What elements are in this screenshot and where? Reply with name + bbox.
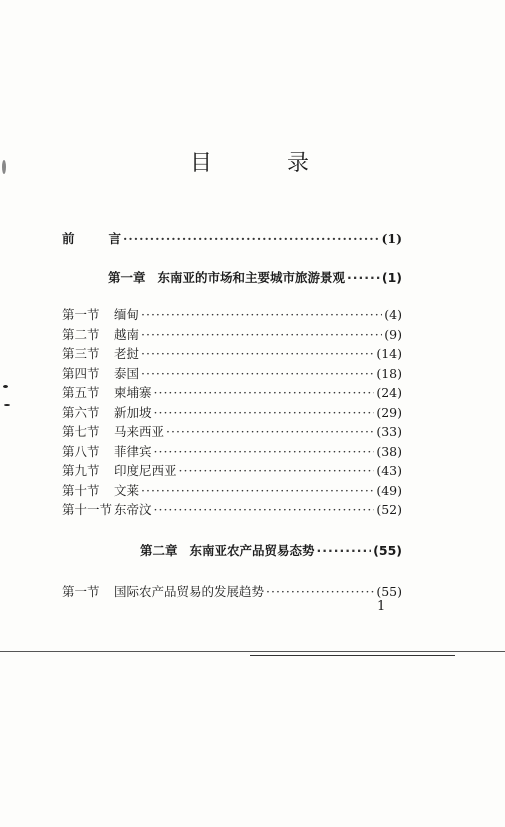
section-number: 第六节 xyxy=(62,404,100,420)
chapter-page: (55) xyxy=(373,543,402,558)
leader-dots xyxy=(141,307,382,322)
section-title: 缅甸 xyxy=(114,307,140,322)
section-title: 泰国 xyxy=(114,365,140,381)
leader-dots xyxy=(154,502,375,517)
preface-label-a: 前 xyxy=(62,231,75,246)
leader-dots xyxy=(141,483,374,498)
section-page: (52) xyxy=(376,502,402,517)
section-page: (24) xyxy=(376,385,402,400)
section-page: (49) xyxy=(376,482,402,498)
chapter-page: (1) xyxy=(381,270,402,285)
leader-dots xyxy=(166,424,374,439)
chapter-number: 第二章 xyxy=(140,543,178,558)
section-number: 第九节 xyxy=(62,463,100,478)
preface-page: (1) xyxy=(381,231,402,246)
scan-edge-line xyxy=(250,655,455,656)
leader-dots xyxy=(123,231,379,246)
section-title: 印度尼西亚 xyxy=(114,463,177,478)
leader-dots xyxy=(347,270,380,285)
section-page: (9) xyxy=(384,326,402,342)
toc-section[interactable] xyxy=(62,364,402,382)
page-title: 目 录 xyxy=(190,151,343,176)
toc-chapter-2[interactable] xyxy=(140,541,402,559)
section-page: (43) xyxy=(376,463,402,478)
section-number: 第三节 xyxy=(62,346,100,361)
scan-artifact xyxy=(4,404,10,406)
toc-section[interactable] xyxy=(62,305,402,323)
toc-preface[interactable] xyxy=(62,229,402,247)
section-title: 国际农产品贸易的发展趋势 xyxy=(114,584,265,599)
toc-section[interactable] xyxy=(62,500,402,518)
section-page: (33) xyxy=(376,424,402,439)
toc-section[interactable] xyxy=(62,422,402,440)
section-number: 第十一节 xyxy=(62,502,113,517)
section-title: 越南 xyxy=(114,326,140,342)
section-title: 马来西亚 xyxy=(114,424,165,439)
section-title: 东帝汶 xyxy=(114,502,152,517)
leader-dots xyxy=(141,366,374,381)
scan-artifact xyxy=(3,385,8,388)
section-number: 第八节 xyxy=(62,443,100,459)
toc-chapter-1[interactable] xyxy=(108,268,402,286)
chapter-title: 东南亚的市场和主要城市旅游景观 xyxy=(157,270,346,285)
leader-dots xyxy=(154,405,375,420)
toc-section[interactable] xyxy=(62,582,402,600)
section-title: 新加坡 xyxy=(114,404,152,420)
page-number: 1 xyxy=(377,599,386,614)
toc-section[interactable] xyxy=(62,481,402,499)
section-number: 第五节 xyxy=(62,385,100,400)
section-page: (29) xyxy=(376,404,402,420)
section-number: 第十节 xyxy=(62,482,100,498)
section-number: 第二节 xyxy=(62,326,100,342)
section-title: 柬埔寨 xyxy=(114,385,152,400)
section-number: 第一节 xyxy=(62,307,100,322)
leader-dots xyxy=(154,444,375,459)
leader-dots xyxy=(154,385,375,400)
scan-artifact xyxy=(2,160,6,174)
toc-section[interactable] xyxy=(62,403,402,421)
section-number: 第七节 xyxy=(62,424,100,439)
chapter-number: 第一章 xyxy=(108,270,146,285)
section-number: 第一节 xyxy=(62,584,100,599)
leader-dots xyxy=(179,463,375,478)
section-title: 菲律宾 xyxy=(114,443,152,459)
toc-section[interactable] xyxy=(62,325,402,343)
section-title: 文莱 xyxy=(114,482,140,498)
section-title: 老挝 xyxy=(114,346,140,361)
section-page: (55) xyxy=(376,584,402,599)
leader-dots xyxy=(266,584,374,599)
toc-section[interactable] xyxy=(62,461,402,479)
toc-section[interactable] xyxy=(62,344,402,362)
toc-section[interactable] xyxy=(62,383,402,401)
section-page: (38) xyxy=(376,443,402,459)
section-number: 第四节 xyxy=(62,365,100,381)
leader-dots xyxy=(141,327,382,342)
leader-dots xyxy=(317,543,372,558)
chapter-title: 东南亚农产品贸易态势 xyxy=(189,543,315,558)
toc-section[interactable] xyxy=(62,442,402,460)
section-page: (14) xyxy=(376,346,402,361)
section-page: (18) xyxy=(376,365,402,381)
scan-edge-line xyxy=(0,651,505,652)
section-page: (4) xyxy=(384,307,402,322)
leader-dots xyxy=(141,346,374,361)
preface-label-b: 言 xyxy=(108,231,122,246)
